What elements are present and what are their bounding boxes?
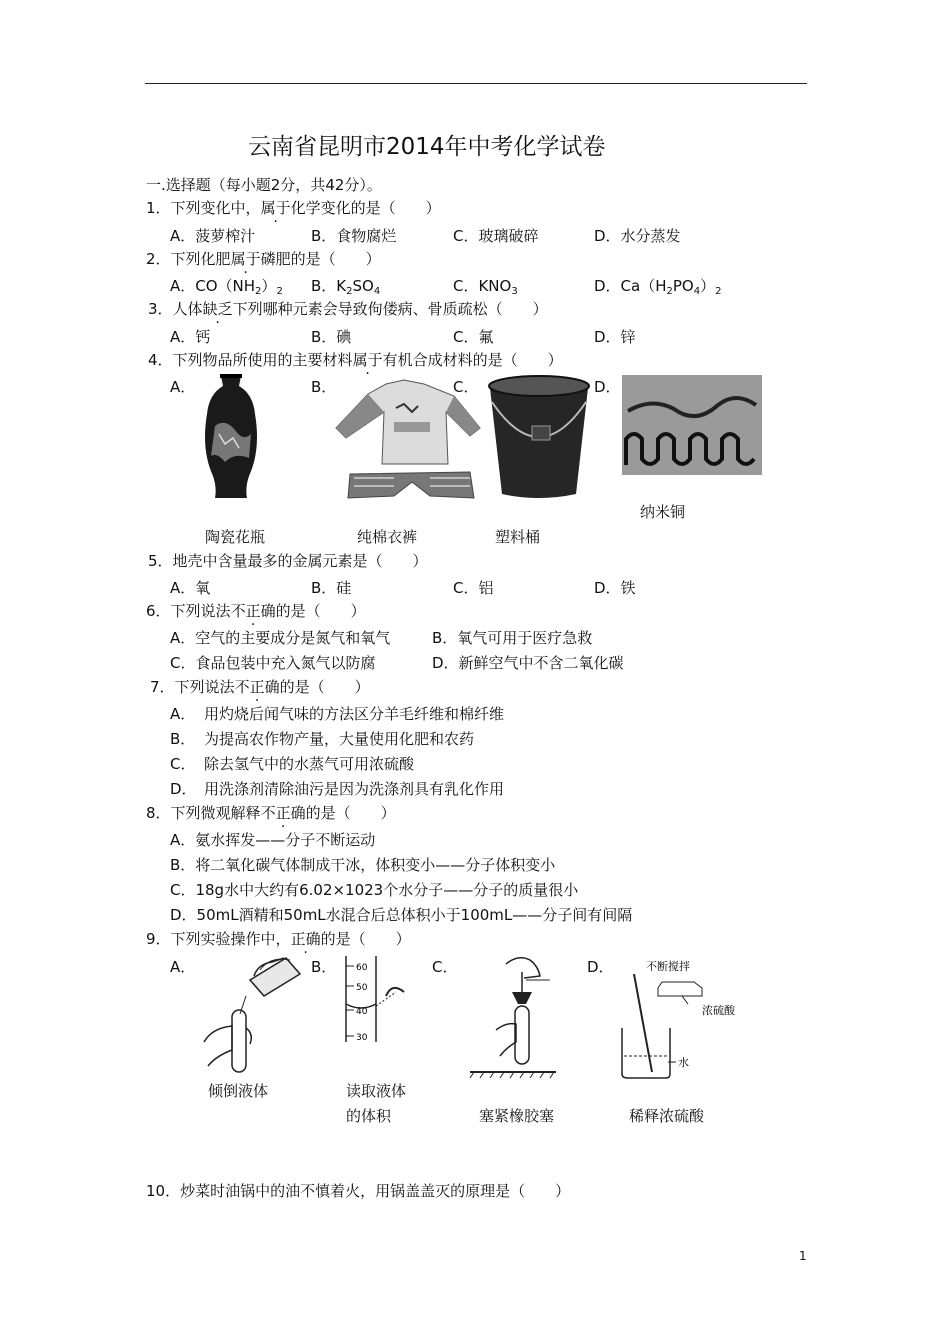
option-a: A． — [170, 378, 196, 396]
question-text: 人体 — [172, 300, 203, 318]
question-text: 炒菜时油锅中的油不慎着火，用锅盖盖灭的原理是（ ） — [180, 1182, 571, 1200]
question-text: 下列变化中， — [170, 199, 261, 217]
emphasis-text: 属于 — [230, 250, 261, 268]
option-d-label: D． — [170, 780, 197, 798]
section-heading: 一.选择题（每小题2分，共42分）。 — [146, 176, 382, 194]
question-number: 1． — [146, 199, 171, 217]
question-text: 下列说法 — [174, 678, 235, 696]
emphasis-text: 不正确 — [234, 678, 280, 696]
question-7 — [150, 677, 370, 697]
option-c: C．铝 — [453, 579, 494, 597]
emphasis-text: 正确 — [290, 930, 321, 948]
question-8 — [146, 803, 396, 823]
caption-reading-2: 的体积 — [346, 1107, 392, 1125]
question-text: 下列实验操作中， — [170, 930, 291, 948]
question-9 — [146, 929, 411, 949]
caption-vase: 陶瓷花瓶 — [205, 528, 266, 546]
nano-copper-image — [622, 375, 762, 475]
figure-label: 浓硫酸 — [702, 1004, 735, 1017]
question-text: 化学变化的是（ ） — [290, 199, 441, 217]
option-d: D．水分蒸发 — [594, 227, 681, 245]
caption-stopper: 塞紧橡胶塞 — [479, 1107, 555, 1125]
vase-image — [195, 372, 267, 504]
question-6 — [146, 601, 366, 621]
page-title: 云南省昆明市2014年中考化学试卷 — [248, 134, 606, 160]
caption-diluting: 稀释浓硫酸 — [629, 1107, 705, 1125]
question-1 — [146, 198, 441, 218]
emphasis-text: 缺乏 — [202, 300, 233, 318]
graduated-cylinder-figure — [334, 952, 424, 1076]
option-a: 用灼烧后闻气味的方法区分羊毛纤维和棉纤维 — [204, 705, 505, 723]
question-text: 的是（ ） — [279, 678, 370, 696]
option-b: B．硅 — [311, 579, 352, 597]
caption-pouring: 倾倒液体 — [208, 1082, 269, 1100]
caption-reading-1: 读取液体 — [346, 1082, 407, 1100]
question-number: 5． — [148, 552, 173, 570]
caption-nano-copper: 纳米铜 — [640, 503, 686, 521]
tick-label: 50 — [356, 983, 368, 993]
option-c: C．玻璃破碎 — [453, 227, 539, 245]
question-number: 6． — [146, 602, 171, 620]
question-10 — [146, 1181, 570, 1201]
option-d: D．铁 — [594, 579, 636, 597]
question-number: 2． — [146, 250, 171, 268]
option-c: C． — [432, 958, 458, 976]
option-a-label: A． — [170, 705, 196, 723]
question-4 — [148, 350, 563, 370]
option-b: B．氧气可用于医疗急救 — [432, 629, 593, 647]
option-a: A．空气的主要成分是氮气和氧气 — [170, 629, 391, 647]
rubber-stopper-figure — [466, 952, 558, 1080]
question-number: 8． — [146, 804, 171, 822]
option-d: D． — [594, 378, 621, 396]
question-text: 磷肥的是（ ） — [260, 250, 381, 268]
option-b: 为提高农作物产量，大量使用化肥和农药 — [204, 730, 475, 748]
option-b: B．$K_2SO_4$ — [311, 277, 381, 297]
option-d: D．50mL酒精和50mL水混合后总体积小于100mL——分子间有间隔 — [170, 906, 633, 924]
option-b-label: B． — [170, 730, 196, 748]
option-a: A． — [170, 958, 196, 976]
question-text: 的是（ ） — [275, 602, 366, 620]
option-a: A．菠萝榨汁 — [170, 227, 256, 245]
emphasis-text: 属于 — [352, 351, 383, 369]
option-d: D．锌 — [594, 328, 636, 346]
option-c: C． — [453, 378, 479, 396]
tick-label: 30 — [356, 1033, 368, 1043]
option-a: A．$CO(NH_2)_2$ — [170, 277, 283, 297]
emphasis-text: 属于 — [260, 199, 291, 217]
option-b: B．碘 — [311, 328, 352, 346]
cotton-clothes-image — [334, 378, 482, 502]
option-c-label: C． — [170, 755, 196, 773]
question-2 — [146, 249, 381, 269]
question-5 — [148, 551, 428, 571]
option-a: A．钙 — [170, 328, 211, 346]
option-b: B． — [311, 378, 337, 396]
page-number: 1 — [799, 1249, 807, 1263]
option-b: B．将二氧化碳气体制成干冰，体积变小——分子体积变小 — [170, 856, 556, 874]
question-text: 下列哪种元素会导致佝偻病、骨质疏松（ ） — [232, 300, 548, 318]
option-c: C．$KNO_3$ — [453, 277, 518, 297]
option-c: 除去氢气中的水蒸气可用浓硫酸 — [204, 755, 415, 773]
question-number: 7． — [150, 678, 175, 696]
option-c: C．18g水中大约有6.02×1023个水分子——分子的质量很小 — [170, 881, 579, 899]
question-text: 下列微观解释 — [170, 804, 261, 822]
question-text: 下列物品所使用的主要材料 — [172, 351, 353, 369]
question-number: 10． — [146, 1182, 181, 1200]
plastic-bucket-image — [484, 372, 594, 502]
caption-clothes: 纯棉衣裤 — [357, 528, 418, 546]
pouring-liquid-figure — [198, 952, 302, 1076]
header-rule — [145, 83, 807, 84]
option-c: C．食品包装中充入氮气以防腐 — [170, 654, 376, 672]
option-d: D．$Ca(H_2PO_4)_2$ — [594, 277, 722, 297]
question-number: 3． — [148, 300, 173, 318]
figure-label: 水 — [678, 1056, 689, 1069]
option-b: B．食物腐烂 — [311, 227, 397, 245]
question-text: 下列化肥 — [170, 250, 231, 268]
question-text: 的是（ ） — [305, 804, 396, 822]
option-d: D．新鲜空气中不含二氧化碳 — [432, 654, 624, 672]
question-text: 的是（ ） — [320, 930, 411, 948]
figure-label: 不断搅拌 — [646, 960, 690, 973]
question-number: 4． — [148, 351, 173, 369]
tick-label: 40 — [356, 1007, 368, 1017]
emphasis-text: 不正确 — [230, 602, 276, 620]
question-number: 9． — [146, 930, 171, 948]
question-text: 有机合成材料的是（ ） — [382, 351, 563, 369]
emphasis-text: 不正确 — [260, 804, 306, 822]
option-c: C．氟 — [453, 328, 494, 346]
diluting-acid-figure — [610, 952, 750, 1084]
option-a: A．氧 — [170, 579, 211, 597]
tick-label: 60 — [356, 963, 368, 973]
caption-bucket: 塑料桶 — [495, 528, 541, 546]
option-b: B． — [311, 958, 337, 976]
option-a: A．氨水挥发——分子不断运动 — [170, 831, 376, 849]
question-text: 地壳中含量最多的金属元素是（ ） — [172, 552, 428, 570]
question-3 — [148, 299, 548, 319]
option-d: 用洗涤剂清除油污是因为洗涤剂具有乳化作用 — [204, 780, 505, 798]
option-d: D． — [587, 958, 614, 976]
question-text: 下列说法 — [170, 602, 231, 620]
